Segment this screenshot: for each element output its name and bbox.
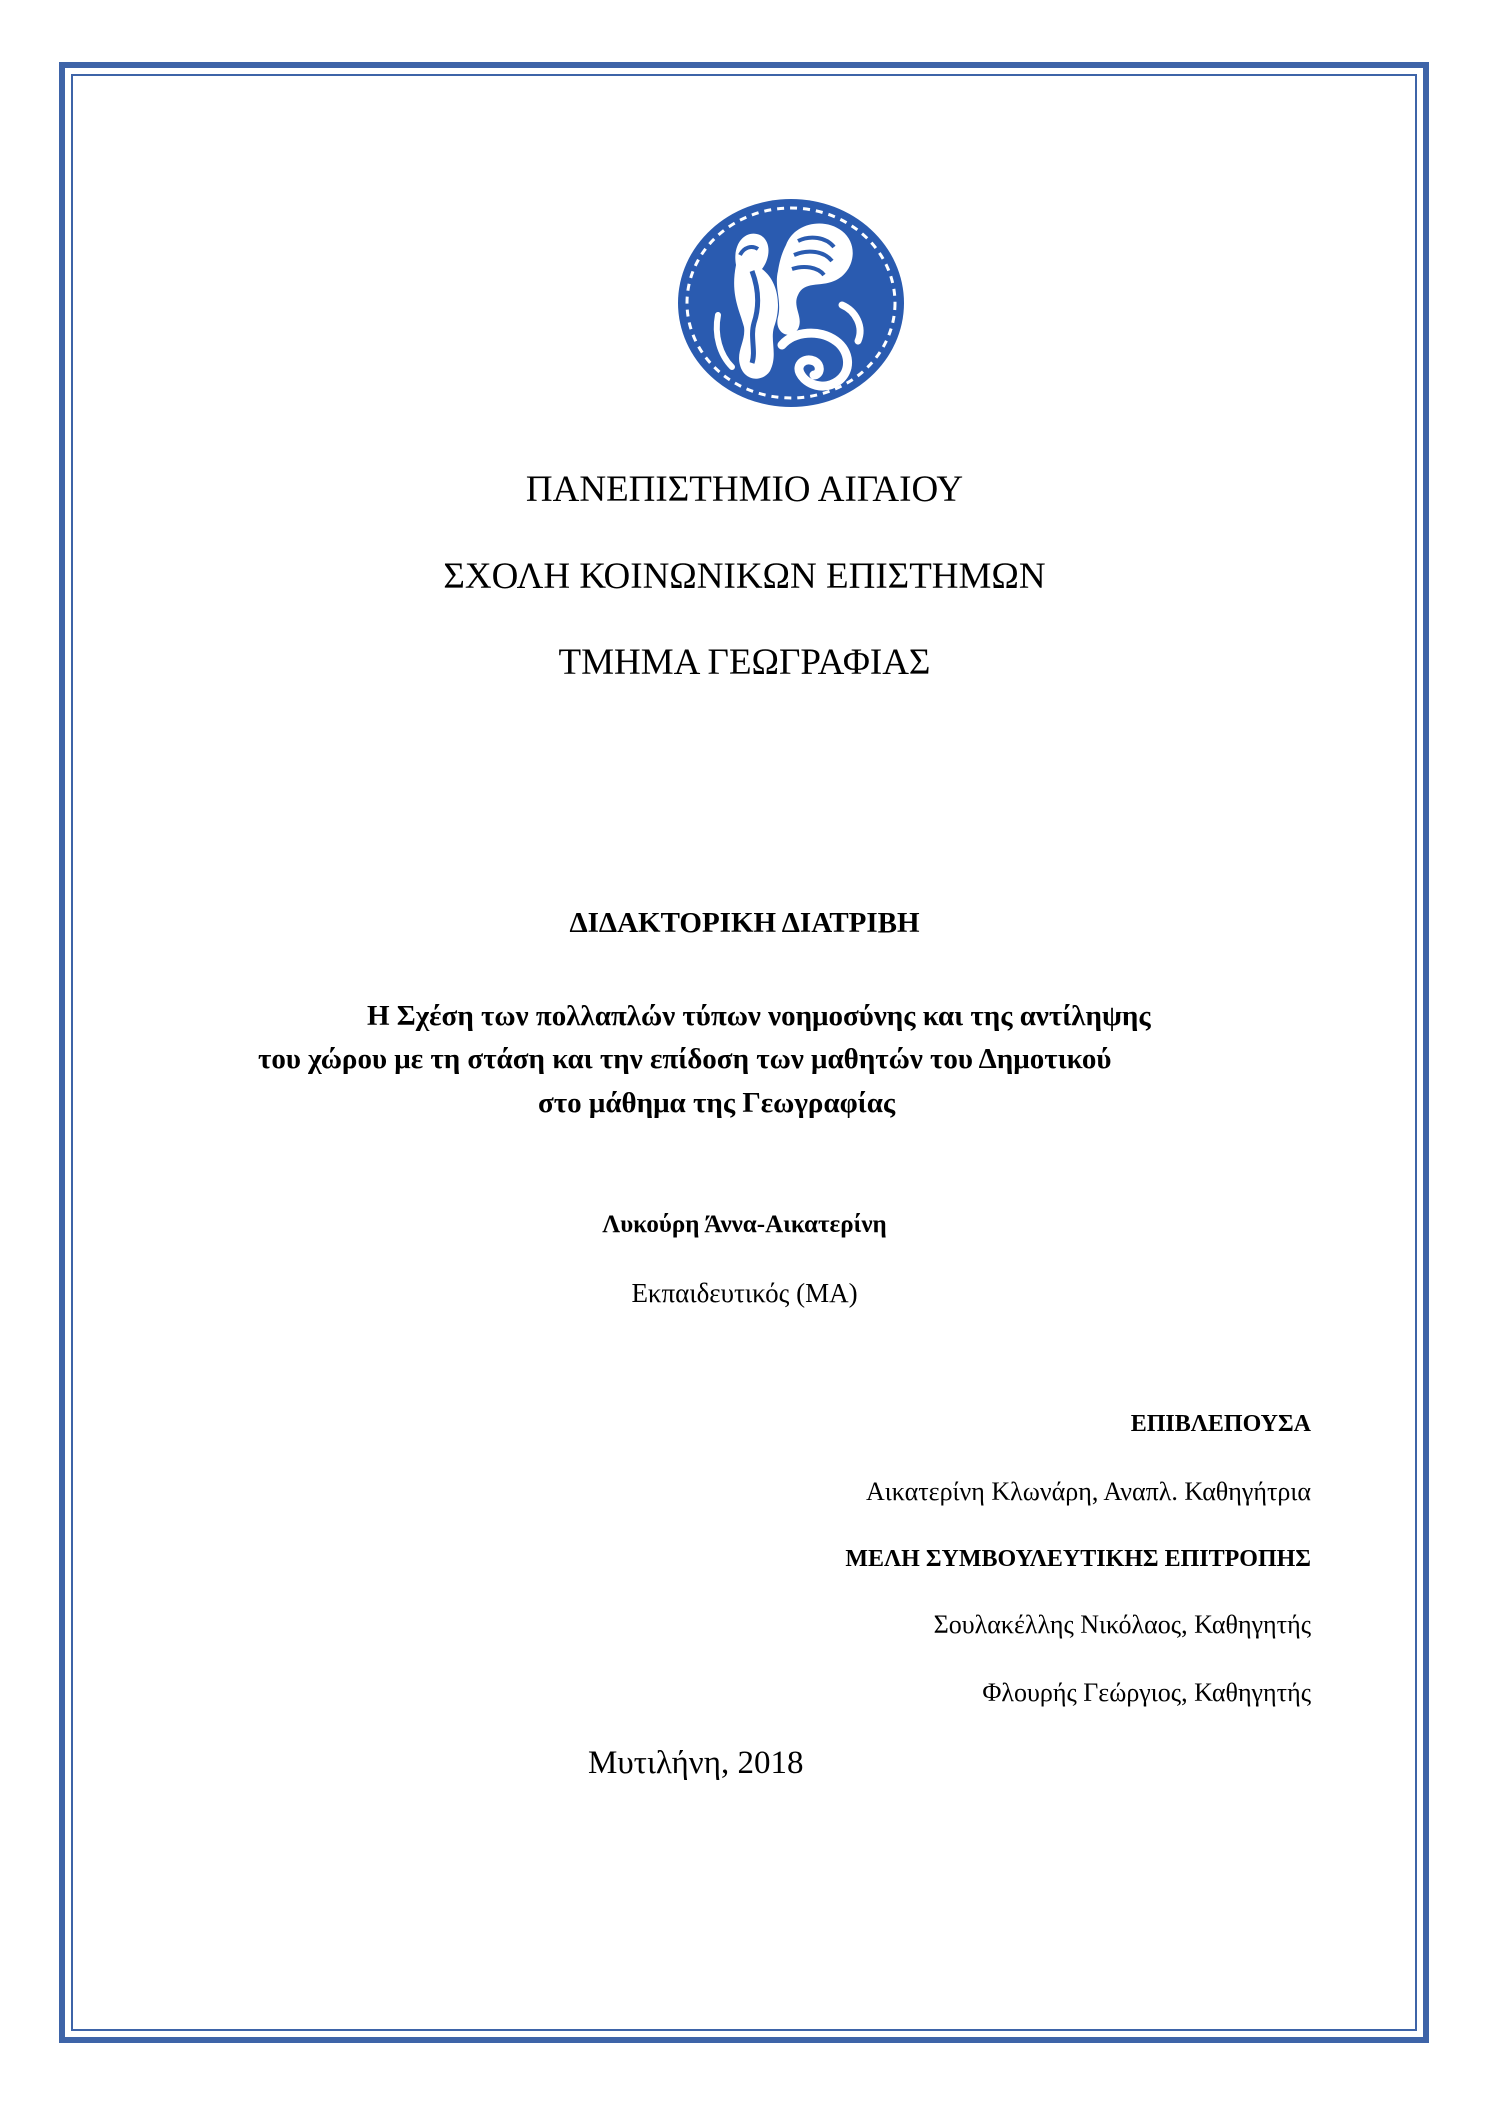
- supervisor-name: Αικατερίνη Κλωνάρη, Αναπλ. Καθηγήτρια: [865, 1477, 1311, 1506]
- author-role: Εκπαιδευτικός (ΜΑ): [631, 1278, 858, 1308]
- department-name: ΤΜΗΜΑ ΓΕΩΓΡΑΦΙΑΣ: [558, 642, 931, 683]
- supervisor-heading: ΕΠΙΒΛΕΠΟΥΣΑ: [1130, 1411, 1311, 1437]
- committee-member: Σουλακέλλης Νικόλαος, Καθηγητής: [933, 1610, 1311, 1639]
- thesis-type: ΔΙΔΑΚΤΟΡΙΚΗ ΔΙΑΤΡΙΒΗ: [569, 907, 920, 939]
- thesis-title-line-3: στο μάθημα της Γεωγραφίας: [538, 1087, 896, 1119]
- committee-heading: ΜΕΛΗ ΣΥΜΒΟΥΛΕΥΤΙΚΗΣ ΕΠΙΤΡΟΠΗΣ: [845, 1546, 1311, 1572]
- school-name: ΣΧΟΛΗ ΚΟΙΝΩΝΙΚΩΝ ΕΠΙΣΤΗΜΩΝ: [443, 556, 1046, 597]
- author-name: Λυκούρη Άννα-Αικατερίνη: [602, 1211, 887, 1238]
- place-and-date: Μυτιλήνη, 2018: [588, 1745, 804, 1781]
- thesis-title-line-1: Η Σχέση των πολλαπλών τύπων νοημοσύνης και της αντίληψης: [367, 1000, 1151, 1032]
- committee-member: Φλουρής Γεώργιος, Καθηγητής: [982, 1678, 1311, 1707]
- thesis-title-line-2: του χώρου με τη στάση και την επίδοση των μαθητών του Δημοτικού: [258, 1043, 1112, 1075]
- university-name: ΠΑΝΕΠΙΣΤΗΜΙΟ ΑΙΓΑΙΟΥ: [525, 469, 964, 510]
- university-seal-icon: [674, 195, 909, 415]
